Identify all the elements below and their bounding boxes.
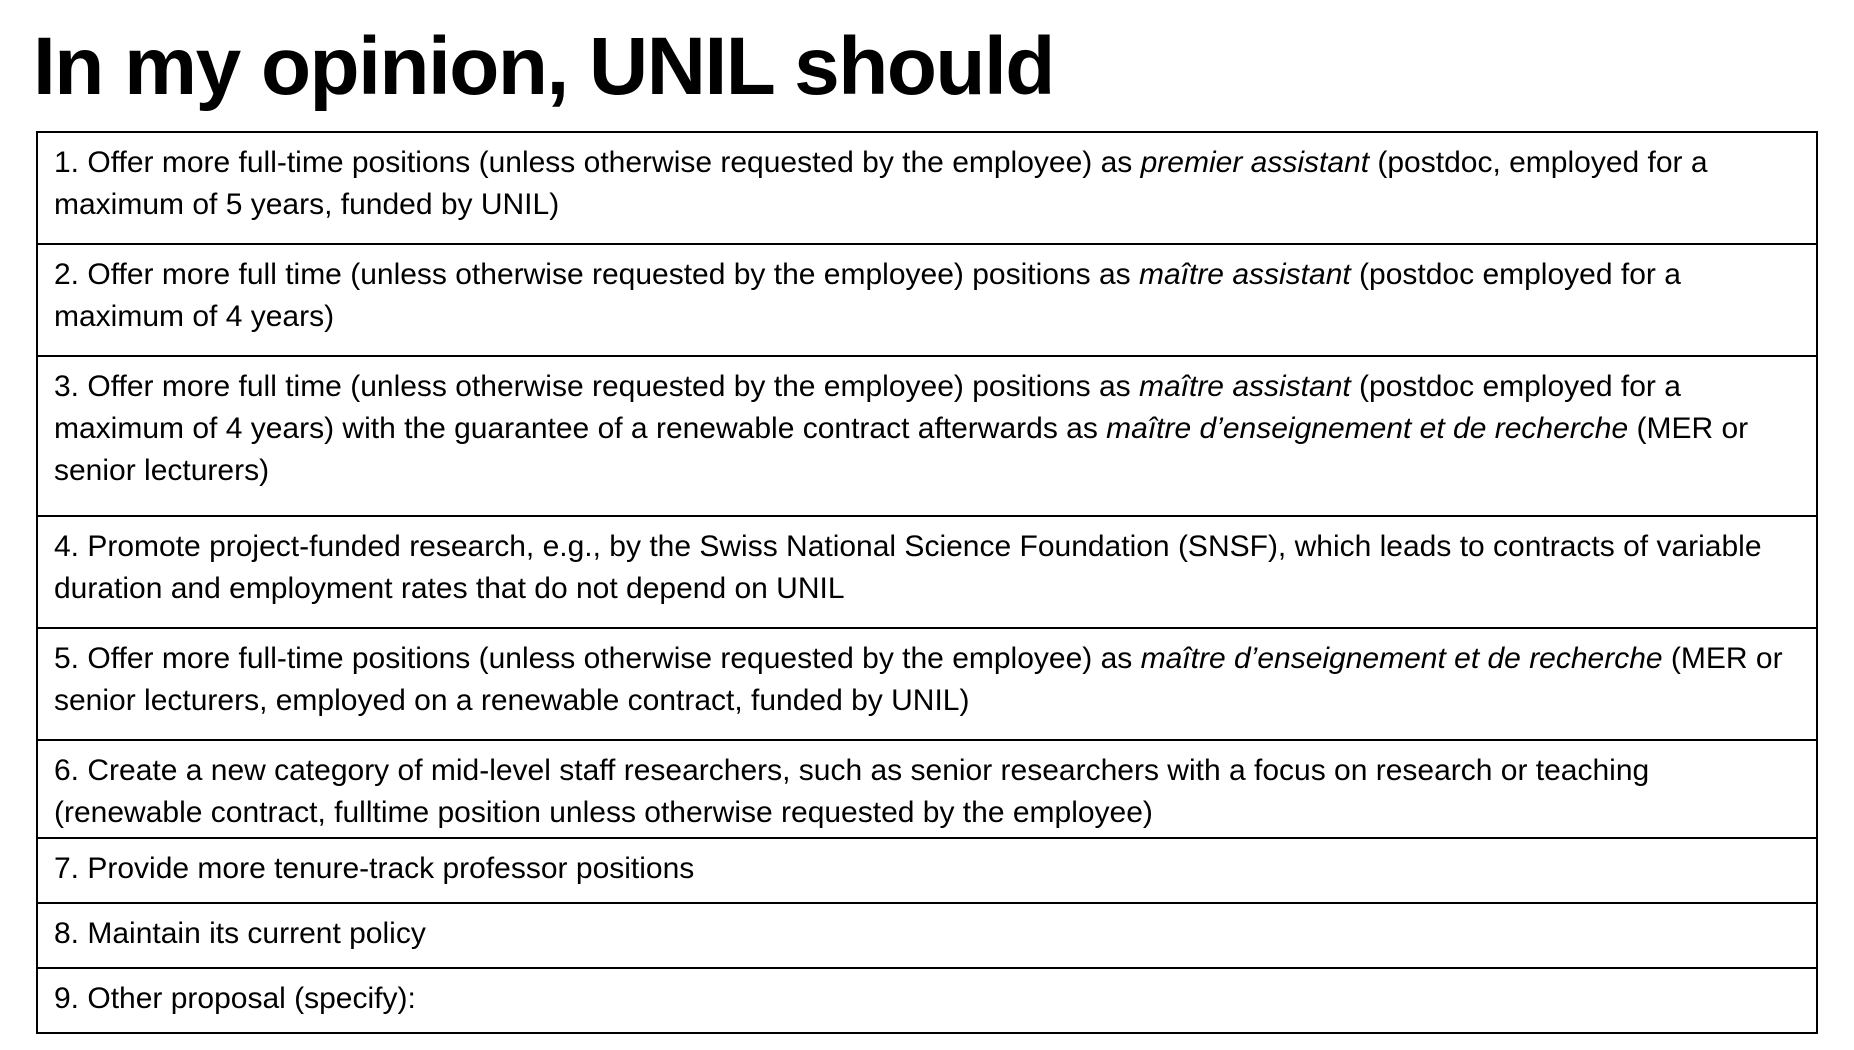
option-text: (postdoc employed for a maximum of 4 years) (54, 258, 1681, 333)
option-text: 2. Offer more full time (unless otherwise requested by the employee) positions as (54, 258, 1139, 291)
option-italic-term: maître assistant (1138, 370, 1351, 403)
option-text: (postdoc employed for a maximum of 4 years) with the guarantee of a renewable contract afterwards as (54, 370, 1681, 445)
table-row (37, 132, 1817, 244)
option-cell (37, 132, 1817, 244)
option-text: 1. Offer more full-time positions (unless otherwise requested by the employee) as (54, 146, 1141, 179)
option-text: 8. Maintain its current policy (54, 917, 426, 950)
option-text: (MER or senior lecturers, employed on a renewable contract, funded by UNIL) (54, 642, 1783, 717)
option-text: 6. Create a new category of mid-level staff researchers, such as senior researchers with a focus on research or teaching (renewable contract, fulltime position unless otherwise requested by the employee) (54, 754, 1650, 829)
option-italic-term: premier assistant (1140, 146, 1370, 179)
table-row (37, 903, 1817, 968)
option-cell (37, 516, 1817, 628)
table-row (37, 356, 1817, 516)
option-text: 7. Provide more tenure-track professor positions (54, 852, 695, 885)
page-title: In my opinion, UNIL should (33, 21, 1054, 112)
option-italic-term: maître d’enseignement et de recherche (1140, 642, 1663, 675)
table-row (37, 740, 1817, 838)
option-cell (37, 244, 1817, 356)
option-cell (37, 968, 1817, 1033)
table-row (37, 516, 1817, 628)
option-cell (37, 628, 1817, 740)
option-text: 4. Promote project-funded research, e.g., by the Swiss National Science Foundation (SNSF), which leads to contracts of variable duration and employment rates that do not depend on UNIL (54, 530, 1762, 605)
option-italic-term: maître d’enseignement et de recherche (1106, 412, 1629, 445)
table-row (37, 244, 1817, 356)
option-text: 3. Offer more full time (unless otherwise requested by the employee) positions as (54, 370, 1139, 403)
option-cell (37, 740, 1817, 838)
table-row (37, 628, 1817, 740)
option-text: 9. Other proposal (specify): (54, 982, 416, 1015)
option-cell (37, 903, 1817, 968)
option-cell (37, 356, 1817, 516)
option-text: (MER or senior lecturers) (54, 412, 1749, 487)
option-cell (37, 838, 1817, 903)
table-row (37, 968, 1817, 1033)
option-text: 5. Offer more full-time positions (unless otherwise requested by the employee) as (54, 642, 1141, 675)
options-table (36, 131, 1818, 1034)
option-italic-term: maître assistant (1138, 258, 1351, 291)
option-text: (postdoc, employed for a maximum of 5 years, funded by UNIL) (54, 146, 1708, 221)
table-row (37, 838, 1817, 903)
